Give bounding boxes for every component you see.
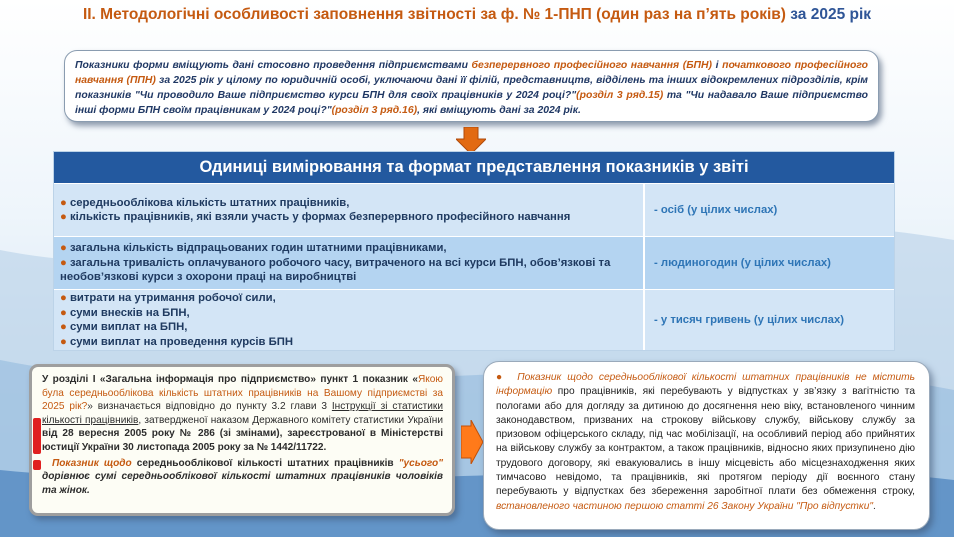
exclamation-icon	[29, 418, 45, 472]
table-header: Одиниці вимірювання та формат представлення показників у звіті	[54, 152, 894, 183]
right-arrow-icon	[461, 420, 483, 464]
row-unit: - людиногодин (у цілих числах)	[654, 257, 831, 269]
methodology-note-box	[29, 364, 455, 516]
page-title: ІІ. Методологічні особливості заповнення звітності за ф. № 1-ПНП (один раз на п’ять років) за 2025 рік	[82, 6, 872, 23]
note-paragraph: У розділі І «Загальна інформація про підприємство» пункт 1 показник «Якою була середньооблікова кількість штатних працівників на Вашому підприємстві за 2025 рік?» визначається відповідно до пункту 3.2 глави 3 Інструкції зі статистики кількості працівників, затвердженої наказом Державного комітету статистики України від 28 вересня 2005 року № 286 (зі змінами), зареєстрованої в Міністерстві юстиції України 30 листопада 2005 року за № 1442/11722.	[42, 374, 443, 453]
list-item: ● суми виплат на БПН,	[60, 321, 188, 333]
row-unit: - осіб (у цілих числах)	[654, 204, 778, 216]
list-item: ● загальна кількість відпрацьованих годин штатними працівниками,	[60, 242, 447, 255]
row-items	[54, 290, 645, 350]
units-table	[53, 151, 895, 351]
instruction-link[interactable]: Інструкції зі статистики кількості працівників	[42, 401, 443, 426]
list-item: ● витрати на утримання робочої сили,	[60, 292, 276, 304]
row-items	[54, 237, 645, 289]
row-unit: - у тисяч гривень (у цілих числах)	[654, 314, 845, 326]
list-item: ● середньооблікова кількість штатних працівників,	[60, 196, 350, 209]
list-item: ● суми внесків на БПН,	[60, 306, 190, 319]
down-arrow-icon	[456, 127, 486, 154]
list-item: ● загальна тривалість оплачуваного робочого часу, витраченого на всі курси БПН, обов’язкові та необов’язкові курси з охорони праці на виробництві	[60, 256, 611, 284]
note-paragraph: Показник щодо середньооблікової кількості штатних працівників "усього" дорівнює сумі середньооблікової кількості штатних працівників чоловіків та жінок.	[42, 457, 444, 496]
table-row	[54, 183, 894, 236]
intro-box: Показники форми вміщують дані стосовно проведення підприємствами безперервного професійного навчання (БПН) і початкового професійного навчання (ППН) за 2025 рік у цілому по юридичній особі, уключаючи дані її філій, представництв, відділень та інших відокремлених підрозділів, крім показників "Чи проводило Ваше підприємство курси БПН для своїх працівників у 2024 році?"(розділ 3 ряд.15) та "Чи надавало Ваше підприємство інші форми БПН своїм працівникам у 2024 році?"(розділ 3 ряд.16), які вміщують дані за 2024 рік.	[64, 50, 879, 122]
list-item: ● кількість працівників, які взяли участь у формах безперервного професійного навчання	[60, 211, 571, 223]
exclusions-note-box: ● Показник щодо середньооблікової кількості штатних працівників не містить інформацію про працівників, які перебувають у відпустках у зв’язку з вагітністю та пологами або для догляду за дитиною до досягнення нею віку, встановленого чинним законодавством, призваних на строкову військову службу, військову службу за призовом офіцерського складу, під час мобілізації, на особливий період або прийнятих на військову службу за контрактом, а також працівників, відносно яких призупинено дію трудового договору, які евакуювались в іншу місцевість або місцезнаходження яких тимчасово невідомо, та працівників, які протягом періоду дії воєнного стану перебувають у відпустках без збереження заробітної плати без обмеження строку, встановленого частиною першою статті 26 Закону України "Про відпустки".	[483, 361, 930, 530]
table-row	[54, 236, 894, 289]
row-items	[54, 184, 645, 236]
list-item: ● суми виплат на проведення курсів БПН	[60, 335, 294, 348]
table-row	[54, 289, 894, 350]
